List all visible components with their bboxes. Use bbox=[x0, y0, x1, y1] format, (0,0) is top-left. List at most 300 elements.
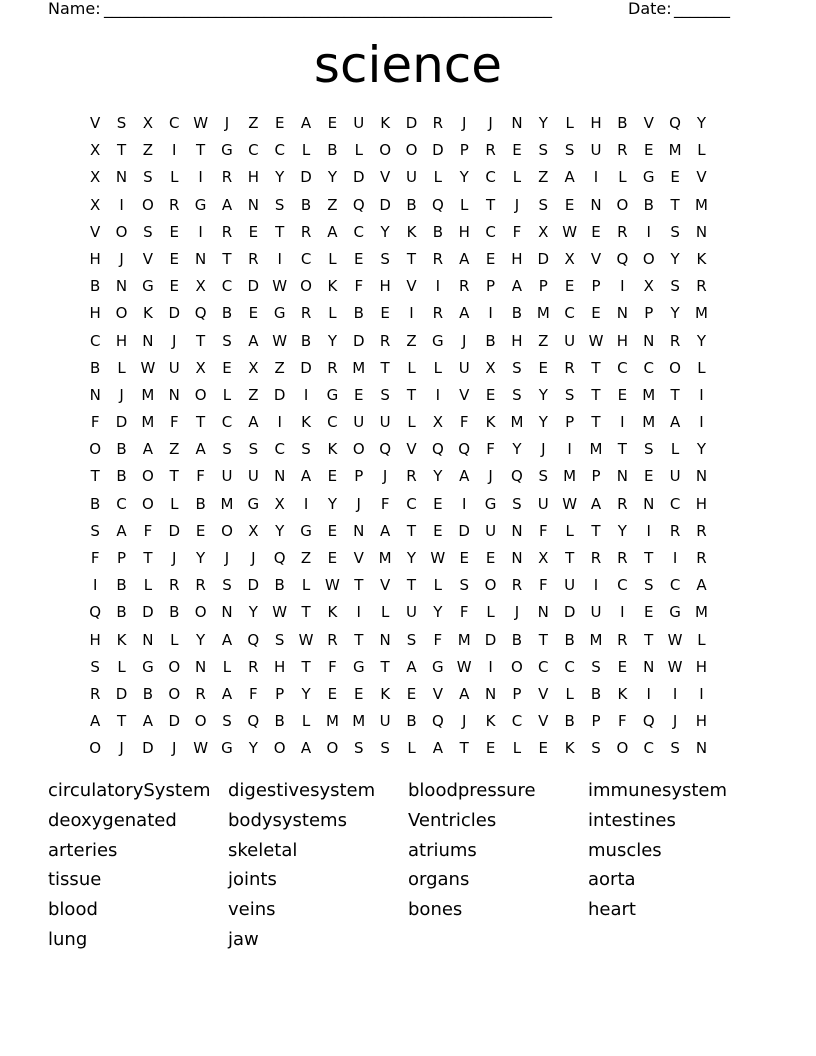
grid-cell: E bbox=[248, 222, 259, 241]
grid-cell: U bbox=[353, 413, 365, 432]
grid-cell: I bbox=[92, 576, 98, 595]
grid-cell: K bbox=[327, 277, 338, 296]
grid-cell: Q bbox=[431, 440, 444, 459]
grid-cell: W bbox=[667, 630, 683, 649]
grid-cell: E bbox=[354, 385, 364, 404]
grid-cell: G bbox=[142, 657, 154, 676]
grid-cell: I bbox=[198, 168, 203, 187]
grid-cell: J bbox=[541, 440, 546, 459]
grid-cell: B bbox=[142, 684, 154, 703]
grid-cell: Y bbox=[380, 222, 390, 241]
grid-cell: K bbox=[406, 222, 417, 241]
grid-cell: X bbox=[248, 358, 259, 377]
grid-cell: V bbox=[90, 222, 101, 241]
grid-cell: R bbox=[379, 331, 391, 350]
grid-cell: N bbox=[590, 195, 602, 214]
grid-cell: O bbox=[168, 657, 181, 676]
grid-cell: H bbox=[511, 331, 523, 350]
grid-cell: R bbox=[617, 494, 628, 513]
grid-cell: B bbox=[116, 440, 127, 459]
grid-row bbox=[82, 708, 715, 735]
grid-cell: D bbox=[168, 304, 181, 323]
grid-cell: V bbox=[538, 712, 549, 731]
grid-cell: O bbox=[115, 304, 128, 323]
grid-cell: C bbox=[353, 222, 365, 241]
grid-cell: N bbox=[511, 549, 523, 567]
name-blank: ________________________________________________________ bbox=[104, 0, 552, 18]
grid-cell: W bbox=[193, 114, 209, 132]
grid-cell: L bbox=[380, 603, 390, 622]
grid-cell: E bbox=[643, 603, 654, 622]
grid-cell: H bbox=[695, 657, 708, 676]
word-list-item: atriums bbox=[408, 839, 477, 861]
grid-cell: D bbox=[484, 630, 497, 649]
grid-cell: T bbox=[591, 413, 601, 432]
grid-cell: P bbox=[565, 413, 575, 432]
grid-cell: N bbox=[221, 603, 233, 622]
grid-cell: P bbox=[117, 549, 127, 567]
grid-cell: A bbox=[142, 440, 154, 459]
grid-cell: C bbox=[248, 141, 259, 160]
grid-row bbox=[82, 137, 715, 164]
grid-cell: J bbox=[172, 331, 177, 350]
grid-cell: T bbox=[222, 249, 232, 268]
grid-cell: F bbox=[328, 657, 337, 676]
grid-cell: I bbox=[699, 684, 704, 703]
grid-cell: S bbox=[90, 521, 100, 540]
grid-cell: U bbox=[590, 603, 602, 622]
grid-cell: K bbox=[696, 249, 707, 268]
grid-cell: G bbox=[247, 494, 260, 513]
grid-cell: S bbox=[512, 358, 522, 377]
grid-cell: X bbox=[538, 222, 549, 241]
word-list-item: muscles bbox=[588, 839, 662, 861]
grid-cell: B bbox=[195, 494, 206, 513]
grid-cell: Y bbox=[617, 521, 627, 540]
grid-cell: A bbox=[221, 684, 233, 703]
grid-cell: S bbox=[564, 141, 575, 160]
grid-cell: N bbox=[616, 467, 628, 486]
grid-row bbox=[82, 382, 715, 409]
grid-cell: Y bbox=[670, 249, 680, 268]
grid-cell: C bbox=[169, 114, 180, 132]
grid-cell: N bbox=[247, 195, 259, 214]
grid-cell: C bbox=[300, 249, 312, 268]
grid-cell: N bbox=[142, 331, 154, 350]
grid-row bbox=[82, 300, 715, 327]
grid-cell: R bbox=[248, 657, 259, 676]
grid-cell: I bbox=[567, 440, 572, 459]
grid-cell: A bbox=[432, 739, 443, 758]
grid-cell: W bbox=[430, 549, 446, 567]
grid-cell: O bbox=[168, 684, 181, 703]
grid-cell: B bbox=[406, 712, 417, 731]
grid-cell: R bbox=[300, 222, 312, 241]
grid-cell: F bbox=[618, 712, 627, 731]
grid-row bbox=[82, 491, 715, 518]
grid-cell: T bbox=[591, 521, 601, 540]
grid-cell: G bbox=[142, 277, 154, 296]
grid-cell: A bbox=[564, 168, 575, 187]
grid-cell: N bbox=[484, 684, 497, 703]
grid-cell: D bbox=[300, 168, 312, 187]
grid-cell: I bbox=[488, 657, 493, 676]
grid-cell: R bbox=[89, 684, 101, 703]
grid-cell: M bbox=[642, 413, 656, 432]
grid-cell: W bbox=[140, 358, 156, 377]
grid-cell: T bbox=[196, 331, 206, 350]
grid-cell: X bbox=[90, 168, 101, 187]
grid-cell: R bbox=[195, 684, 206, 703]
grid-cell: H bbox=[115, 331, 128, 350]
grid-row bbox=[82, 545, 715, 572]
grid-cell: V bbox=[590, 249, 602, 268]
grid-cell: I bbox=[435, 385, 441, 404]
grid-cell: O bbox=[194, 712, 207, 731]
grid-cell: B bbox=[564, 712, 575, 731]
grid-cell: E bbox=[327, 114, 338, 132]
grid-cell: X bbox=[538, 549, 549, 567]
grid-cell: T bbox=[644, 549, 654, 567]
grid-cell: L bbox=[433, 576, 443, 595]
grid-cell: J bbox=[461, 712, 467, 731]
grid-cell: B bbox=[406, 195, 417, 214]
word-list-item: joints bbox=[228, 869, 277, 891]
grid-cell: W bbox=[562, 222, 578, 241]
grid-cell: T bbox=[196, 141, 206, 160]
grid-cell: E bbox=[327, 684, 338, 703]
grid-cell: H bbox=[379, 277, 391, 296]
grid-cell: J bbox=[382, 467, 388, 486]
grid-cell: O bbox=[616, 195, 629, 214]
grid-cell: E bbox=[617, 657, 628, 676]
letter-grid bbox=[82, 110, 715, 763]
grid-cell: Z bbox=[300, 549, 312, 567]
grid-row bbox=[82, 409, 715, 436]
grid-cell: V bbox=[643, 114, 654, 132]
grid-cell: O bbox=[141, 467, 154, 486]
grid-cell: N bbox=[115, 277, 128, 296]
grid-cell: K bbox=[116, 630, 127, 649]
grid-cell: Z bbox=[538, 331, 549, 350]
grid-cell: S bbox=[459, 576, 469, 595]
grid-cell: W bbox=[272, 603, 288, 622]
word-list-item: deoxygenated bbox=[48, 809, 177, 831]
grid-cell: N bbox=[195, 249, 207, 268]
grid-cell: S bbox=[670, 739, 680, 758]
grid-cell: N bbox=[353, 521, 365, 540]
grid-cell: J bbox=[251, 549, 256, 567]
grid-cell: L bbox=[170, 168, 179, 187]
grid-cell: H bbox=[458, 222, 470, 241]
grid-cell: L bbox=[565, 684, 574, 703]
grid-cell: L bbox=[222, 657, 232, 676]
grid-cell: Q bbox=[352, 195, 365, 214]
grid-cell: P bbox=[591, 467, 601, 486]
grid-cell: E bbox=[485, 385, 496, 404]
grid-cell: A bbox=[406, 657, 417, 676]
grid-cell: P bbox=[486, 277, 496, 296]
grid-cell: U bbox=[669, 467, 681, 486]
grid-cell: U bbox=[379, 712, 391, 731]
grid-cell: L bbox=[697, 358, 706, 377]
grid-cell: C bbox=[406, 494, 417, 513]
grid-cell: M bbox=[352, 358, 366, 377]
grid-row bbox=[82, 463, 715, 490]
grid-cell: T bbox=[196, 413, 206, 432]
grid-cell: N bbox=[643, 657, 655, 676]
grid-cell: E bbox=[538, 358, 549, 377]
grid-cell: A bbox=[696, 576, 707, 595]
grid-cell: T bbox=[406, 249, 417, 268]
grid-row bbox=[82, 110, 715, 137]
grid-cell: F bbox=[538, 576, 548, 595]
grid-cell: Y bbox=[248, 603, 258, 622]
grid-cell: Q bbox=[642, 712, 655, 731]
grid-cell: N bbox=[616, 304, 628, 323]
grid-cell: D bbox=[352, 168, 365, 187]
grid-cell: T bbox=[301, 657, 311, 676]
grid-cell: R bbox=[485, 141, 496, 160]
grid-cell: M bbox=[510, 413, 524, 432]
grid-cell: K bbox=[485, 413, 496, 432]
grid-cell: L bbox=[170, 630, 179, 649]
grid-cell: R bbox=[221, 168, 233, 187]
word-list-item: bones bbox=[408, 899, 463, 921]
grid-cell: E bbox=[327, 467, 338, 486]
grid-cell: Z bbox=[142, 141, 154, 160]
grid-cell: S bbox=[222, 576, 232, 595]
grid-cell: D bbox=[405, 114, 418, 132]
grid-cell: N bbox=[89, 385, 101, 404]
grid-cell: T bbox=[406, 521, 417, 540]
grid-cell: D bbox=[142, 739, 154, 758]
grid-cell: H bbox=[511, 249, 523, 268]
grid-cell: R bbox=[669, 521, 681, 540]
grid-row bbox=[82, 246, 715, 273]
grid-cell: C bbox=[564, 657, 575, 676]
word-list-item: jaw bbox=[228, 928, 259, 950]
grid-cell: H bbox=[590, 114, 602, 132]
grid-cell: E bbox=[169, 249, 179, 268]
grid-cell: T bbox=[116, 712, 127, 731]
grid-cell: L bbox=[697, 141, 706, 160]
word-list-item: lung bbox=[48, 928, 88, 950]
grid-cell: T bbox=[116, 141, 127, 160]
grid-cell: F bbox=[90, 549, 100, 567]
grid-cell: B bbox=[485, 331, 496, 350]
grid-cell: S bbox=[380, 249, 390, 268]
grid-cell: N bbox=[511, 114, 523, 132]
word-list-item: veins bbox=[228, 899, 276, 921]
grid-cell: E bbox=[564, 195, 575, 214]
grid-cell: L bbox=[565, 521, 574, 540]
grid-cell: Y bbox=[696, 114, 707, 132]
grid-cell: I bbox=[461, 494, 467, 513]
grid-cell: G bbox=[221, 739, 233, 758]
grid-cell: R bbox=[617, 630, 628, 649]
grid-cell: C bbox=[617, 358, 628, 377]
grid-cell: V bbox=[406, 277, 417, 296]
grid-cell: Y bbox=[196, 630, 206, 649]
grid-cell: I bbox=[646, 684, 651, 703]
grid-cell: R bbox=[221, 222, 233, 241]
grid-cell: T bbox=[406, 385, 417, 404]
word-list-item: Ventricles bbox=[408, 809, 497, 831]
grid-cell: H bbox=[89, 630, 101, 649]
grid-cell: Z bbox=[538, 168, 549, 187]
grid-cell: D bbox=[168, 521, 181, 540]
grid-cell: Q bbox=[431, 712, 444, 731]
grid-cell: O bbox=[194, 385, 207, 404]
grid-cell: R bbox=[327, 358, 338, 377]
grid-cell: W bbox=[272, 331, 288, 350]
grid-cell: D bbox=[432, 141, 444, 160]
grid-cell: S bbox=[274, 630, 285, 649]
grid-cell: L bbox=[117, 657, 126, 676]
grid-cell: B bbox=[617, 114, 628, 132]
grid-cell: Y bbox=[433, 603, 443, 622]
grid-cell: E bbox=[195, 521, 206, 540]
grid-cell: V bbox=[459, 385, 470, 404]
grid-cell: U bbox=[564, 576, 576, 595]
grid-cell: V bbox=[538, 684, 549, 703]
grid-cell: F bbox=[380, 494, 390, 513]
grid-cell: O bbox=[379, 141, 392, 160]
grid-cell: L bbox=[697, 630, 706, 649]
grid-cell: H bbox=[695, 494, 708, 513]
grid-cell: O bbox=[141, 195, 154, 214]
grid-cell: N bbox=[274, 467, 286, 486]
grid-cell: J bbox=[172, 549, 177, 567]
grid-cell: N bbox=[168, 385, 180, 404]
grid-cell: I bbox=[303, 494, 309, 513]
grid-cell: Q bbox=[194, 304, 207, 323]
grid-cell: L bbox=[222, 385, 232, 404]
word-list-item: tissue bbox=[48, 869, 102, 891]
grid-cell: F bbox=[459, 413, 469, 432]
grid-cell: S bbox=[380, 385, 390, 404]
grid-cell: C bbox=[116, 494, 127, 513]
grid-cell: J bbox=[119, 739, 124, 758]
grid-cell: X bbox=[274, 494, 285, 513]
grid-cell: L bbox=[301, 712, 311, 731]
grid-cell: S bbox=[222, 440, 232, 459]
grid-cell: B bbox=[564, 630, 575, 649]
grid-cell: B bbox=[221, 304, 233, 323]
grid-cell: V bbox=[406, 440, 417, 459]
grid-cell: G bbox=[484, 494, 497, 513]
grid-cell: I bbox=[593, 576, 599, 595]
grid-cell: G bbox=[352, 657, 365, 676]
grid-cell: S bbox=[643, 440, 654, 459]
grid-cell: O bbox=[89, 739, 102, 758]
grid-cell: U bbox=[406, 168, 417, 187]
grid-cell: S bbox=[406, 630, 417, 649]
grid-cell: F bbox=[90, 413, 100, 432]
grid-cell: Q bbox=[247, 712, 260, 731]
grid-row bbox=[82, 273, 715, 300]
grid-cell: W bbox=[324, 576, 340, 595]
grid-cell: M bbox=[352, 712, 366, 731]
grid-cell: E bbox=[327, 549, 338, 567]
grid-cell: K bbox=[380, 684, 391, 703]
word-list-item: bloodpressure bbox=[408, 780, 536, 801]
grid-cell: L bbox=[670, 440, 680, 459]
grid-cell: L bbox=[301, 141, 311, 160]
grid-cell: E bbox=[512, 141, 522, 160]
grid-cell: G bbox=[432, 657, 444, 676]
grid-cell: I bbox=[620, 413, 625, 432]
grid-cell: I bbox=[409, 304, 414, 323]
grid-cell: Y bbox=[327, 494, 337, 513]
grid-cell: J bbox=[514, 603, 520, 622]
grid-cell: U bbox=[221, 467, 233, 486]
grid-cell: K bbox=[380, 114, 391, 132]
grid-cell: P bbox=[591, 277, 601, 296]
grid-row bbox=[82, 735, 715, 762]
grid-cell: O bbox=[221, 521, 233, 540]
grid-cell: X bbox=[195, 277, 206, 296]
grid-cell: S bbox=[512, 385, 522, 404]
grid-cell: S bbox=[222, 712, 232, 731]
grid-cell: N bbox=[695, 467, 708, 486]
grid-cell: L bbox=[460, 195, 469, 214]
grid-cell: E bbox=[643, 141, 654, 160]
grid-cell: D bbox=[115, 413, 128, 432]
grid-cell: M bbox=[141, 413, 155, 432]
grid-cell: P bbox=[591, 712, 601, 731]
grid-cell: T bbox=[406, 576, 417, 595]
grid-row bbox=[82, 355, 715, 382]
grid-cell: F bbox=[196, 467, 205, 486]
grid-cell: Y bbox=[538, 114, 548, 132]
grid-cell: B bbox=[300, 331, 312, 350]
grid-cell: C bbox=[538, 657, 549, 676]
grid-cell: R bbox=[327, 630, 338, 649]
grid-cell: S bbox=[143, 168, 153, 187]
grid-cell: U bbox=[353, 114, 365, 132]
grid-cell: R bbox=[669, 331, 681, 350]
grid-cell: Y bbox=[538, 413, 548, 432]
word-list-item: digestivesystem bbox=[228, 780, 376, 801]
grid-cell: J bbox=[119, 249, 124, 268]
grid-cell: K bbox=[327, 603, 338, 622]
grid-cell: B bbox=[274, 712, 285, 731]
grid-cell: B bbox=[274, 576, 285, 595]
grid-cell: E bbox=[485, 739, 496, 758]
grid-cell: J bbox=[172, 739, 177, 758]
grid-cell: I bbox=[646, 222, 651, 241]
grid-cell: A bbox=[459, 684, 470, 703]
grid-cell: L bbox=[407, 413, 416, 432]
grid-cell: N bbox=[379, 630, 391, 649]
grid-cell: O bbox=[352, 440, 365, 459]
grid-cell: U bbox=[168, 358, 180, 377]
grid-cell: I bbox=[646, 521, 651, 540]
grid-cell: E bbox=[248, 304, 259, 323]
grid-cell: K bbox=[564, 739, 575, 758]
grid-cell: Y bbox=[327, 331, 337, 350]
grid-cell: E bbox=[354, 249, 364, 268]
grid-cell: E bbox=[564, 277, 575, 296]
grid-cell: Z bbox=[248, 385, 259, 404]
grid-cell: F bbox=[143, 521, 153, 540]
grid-cell: A bbox=[116, 521, 127, 540]
grid-cell: Q bbox=[89, 603, 102, 622]
grid-cell: C bbox=[669, 494, 681, 513]
grid-cell: Y bbox=[538, 385, 548, 404]
